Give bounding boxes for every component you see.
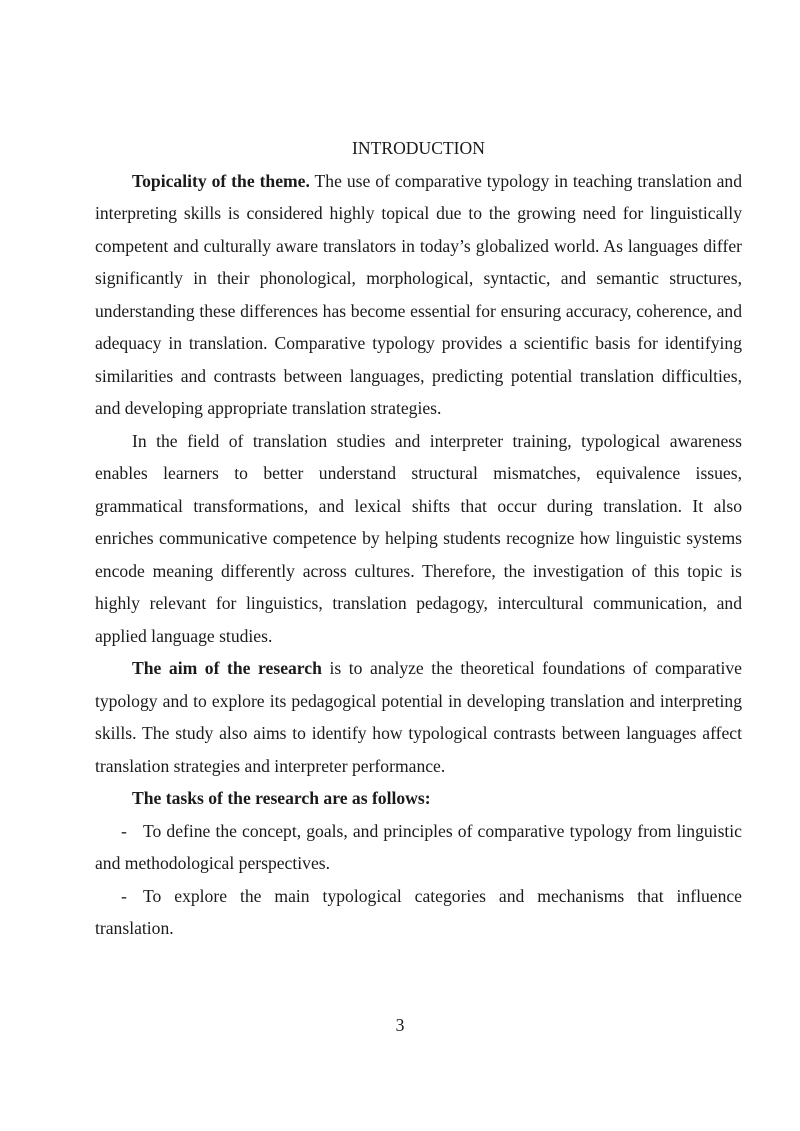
aim-lead: The aim of the research [132,658,322,678]
topicality-text: The use of comparative typology in teaching translation and interpreting skills is considered highly topical due to the growing need for linguistically competent and culturally aware translators in today’s globalized world. As languages differ significantly in their phonological, morphological, syntactic, and semantic structures, understanding these differences has become essential for ensuring accuracy, coherence, and adequacy in translation. Comparative typology provides a scientific basis for identifying similarities and contrasts between languages, predicting potential translation difficulties, and developing appropriate translation strategies. [95,170,742,418]
aim-text: is to analyze the theoretical foundations of comparative typology and to explore its pedagogical potential in developing translation and interpreting skills. The study also aims to identify how typological contrasts between languages affect translation strategies and interpreter performance. [95,658,742,776]
dash-bullet: - [121,885,127,906]
topicality-lead: Topicality of the theme. [132,170,310,191]
tasks-title: The tasks of the research are as follows: [132,788,431,808]
task-text: To define the concept, goals, and principles of comparative typology from linguistic and methodological perspectives. [95,820,742,873]
task-text: To explore the main typological categories and mechanisms that influence translation. [95,885,742,938]
page-content [95,132,742,945]
task-item [95,880,742,945]
aim-paragraph [95,652,742,782]
topicality-paragraph [95,165,742,425]
task-item [95,815,742,880]
translation-studies-paragraph: In the field of translation studies and interpreter training, typological awareness enables learners to better understand structural mismatches, equivalence issues, grammatical transformations, and lexical shifts that occur during translation. It also enriches communicative competence by helping students recognize how linguistic systems encode meaning differently across cultures. Therefore, the investigation of this topic is highly relevant for linguistics, translation pedagogy, intercultural communication, and applied language studies. [95,430,742,646]
section-heading: INTRODUCTION [352,138,485,158]
dash-bullet: - [121,820,127,841]
page-number: 3 [395,1015,405,1035]
